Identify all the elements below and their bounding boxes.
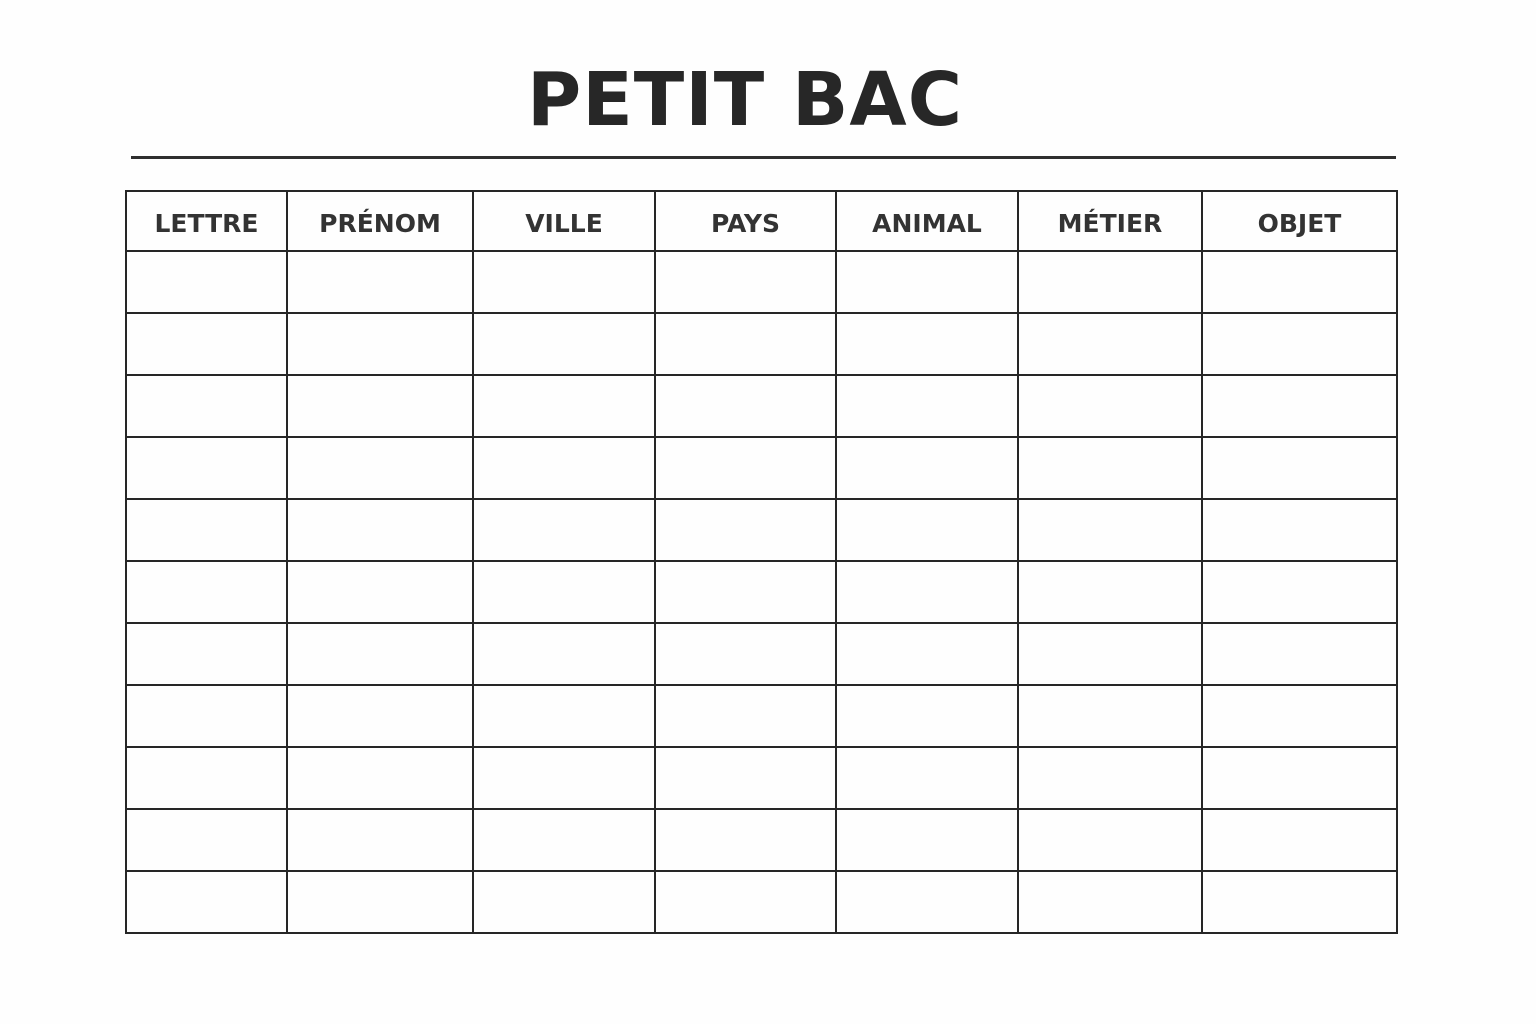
answer-cell-prenom[interactable] xyxy=(287,313,473,375)
answer-cell-prenom[interactable] xyxy=(287,251,473,313)
answer-cell-animal[interactable] xyxy=(836,437,1018,499)
table-row xyxy=(126,561,1397,623)
table-row xyxy=(126,871,1397,933)
answer-cell-animal[interactable] xyxy=(836,375,1018,437)
answer-cell-ville[interactable] xyxy=(473,871,655,933)
column-header-animal: ANIMAL xyxy=(836,191,1018,251)
answer-cell-pays[interactable] xyxy=(655,499,836,561)
answer-cell-prenom[interactable] xyxy=(287,685,473,747)
answer-cell-metier[interactable] xyxy=(1018,747,1202,809)
answer-cell-objet[interactable] xyxy=(1202,375,1397,437)
answer-cell-prenom[interactable] xyxy=(287,437,473,499)
answer-cell-metier[interactable] xyxy=(1018,499,1202,561)
answer-cell-prenom[interactable] xyxy=(287,375,473,437)
answer-cell-objet[interactable] xyxy=(1202,747,1397,809)
answer-cell-objet[interactable] xyxy=(1202,313,1397,375)
answer-cell-metier[interactable] xyxy=(1018,561,1202,623)
answer-cell-prenom[interactable] xyxy=(287,499,473,561)
answer-cell-animal[interactable] xyxy=(836,747,1018,809)
page-title: PETIT BAC xyxy=(526,57,964,143)
answer-cell-metier[interactable] xyxy=(1018,251,1202,313)
answer-cell-lettre[interactable] xyxy=(126,251,287,313)
answer-cell-objet[interactable] xyxy=(1202,623,1397,685)
answer-cell-animal[interactable] xyxy=(836,623,1018,685)
table-row xyxy=(126,499,1397,561)
answer-cell-ville[interactable] xyxy=(473,623,655,685)
table-row xyxy=(126,313,1397,375)
answer-cell-lettre[interactable] xyxy=(126,437,287,499)
header-row xyxy=(126,191,1397,251)
answer-cell-pays[interactable] xyxy=(655,623,836,685)
answer-cell-objet[interactable] xyxy=(1202,437,1397,499)
answer-cell-animal[interactable] xyxy=(836,809,1018,871)
answer-cell-metier[interactable] xyxy=(1018,871,1202,933)
answer-cell-lettre[interactable] xyxy=(126,747,287,809)
answer-cell-lettre[interactable] xyxy=(126,375,287,437)
answer-cell-animal[interactable] xyxy=(836,871,1018,933)
answer-cell-objet[interactable] xyxy=(1202,685,1397,747)
answer-cell-metier[interactable] xyxy=(1018,685,1202,747)
table-row xyxy=(126,375,1397,437)
answer-cell-animal[interactable] xyxy=(836,561,1018,623)
title-divider xyxy=(131,156,1396,159)
column-header-ville: VILLE xyxy=(473,191,655,251)
answer-cell-animal[interactable] xyxy=(836,685,1018,747)
answer-cell-metier[interactable] xyxy=(1018,809,1202,871)
answer-cell-ville[interactable] xyxy=(473,313,655,375)
table-row xyxy=(126,251,1397,313)
answer-cell-objet[interactable] xyxy=(1202,251,1397,313)
answer-cell-metier[interactable] xyxy=(1018,375,1202,437)
answer-cell-ville[interactable] xyxy=(473,251,655,313)
column-header-pays: PAYS xyxy=(655,191,836,251)
answer-cell-lettre[interactable] xyxy=(126,871,287,933)
answer-cell-animal[interactable] xyxy=(836,313,1018,375)
answer-cell-prenom[interactable] xyxy=(287,747,473,809)
table-row xyxy=(126,437,1397,499)
answer-cell-pays[interactable] xyxy=(655,375,836,437)
answer-cell-objet[interactable] xyxy=(1202,561,1397,623)
petit-bac-table xyxy=(125,190,1398,934)
answer-cell-objet[interactable] xyxy=(1202,499,1397,561)
answer-cell-metier[interactable] xyxy=(1018,437,1202,499)
column-header-metier: MÉTIER xyxy=(1018,191,1202,251)
table-row xyxy=(126,685,1397,747)
answer-cell-metier[interactable] xyxy=(1018,313,1202,375)
answer-cell-lettre[interactable] xyxy=(126,561,287,623)
answer-cell-animal[interactable] xyxy=(836,251,1018,313)
answer-cell-ville[interactable] xyxy=(473,375,655,437)
answer-cell-pays[interactable] xyxy=(655,809,836,871)
answer-cell-ville[interactable] xyxy=(473,499,655,561)
answer-cell-objet[interactable] xyxy=(1202,871,1397,933)
answer-cell-prenom[interactable] xyxy=(287,871,473,933)
answer-cell-ville[interactable] xyxy=(473,561,655,623)
answer-cell-lettre[interactable] xyxy=(126,499,287,561)
answer-cell-lettre[interactable] xyxy=(126,809,287,871)
answer-cell-lettre[interactable] xyxy=(126,623,287,685)
column-header-lettre: LETTRE xyxy=(126,191,287,251)
answer-cell-pays[interactable] xyxy=(655,561,836,623)
column-header-prenom: PRÉNOM xyxy=(287,191,473,251)
column-header-objet: OBJET xyxy=(1202,191,1397,251)
answer-cell-pays[interactable] xyxy=(655,685,836,747)
answer-cell-lettre[interactable] xyxy=(126,685,287,747)
answer-cell-lettre[interactable] xyxy=(126,313,287,375)
answer-cell-ville[interactable] xyxy=(473,747,655,809)
answer-cell-prenom[interactable] xyxy=(287,809,473,871)
answer-cell-prenom[interactable] xyxy=(287,623,473,685)
table-row xyxy=(126,623,1397,685)
answer-cell-metier[interactable] xyxy=(1018,623,1202,685)
answer-cell-ville[interactable] xyxy=(473,809,655,871)
answer-cell-pays[interactable] xyxy=(655,437,836,499)
table-row xyxy=(126,747,1397,809)
answer-cell-objet[interactable] xyxy=(1202,809,1397,871)
answer-cell-ville[interactable] xyxy=(473,685,655,747)
answer-cell-ville[interactable] xyxy=(473,437,655,499)
answer-cell-pays[interactable] xyxy=(655,313,836,375)
answer-cell-animal[interactable] xyxy=(836,499,1018,561)
answer-cell-pays[interactable] xyxy=(655,747,836,809)
answer-cell-pays[interactable] xyxy=(655,871,836,933)
table-row xyxy=(126,809,1397,871)
table-body xyxy=(126,251,1397,933)
answer-cell-prenom[interactable] xyxy=(287,561,473,623)
answer-cell-pays[interactable] xyxy=(655,251,836,313)
